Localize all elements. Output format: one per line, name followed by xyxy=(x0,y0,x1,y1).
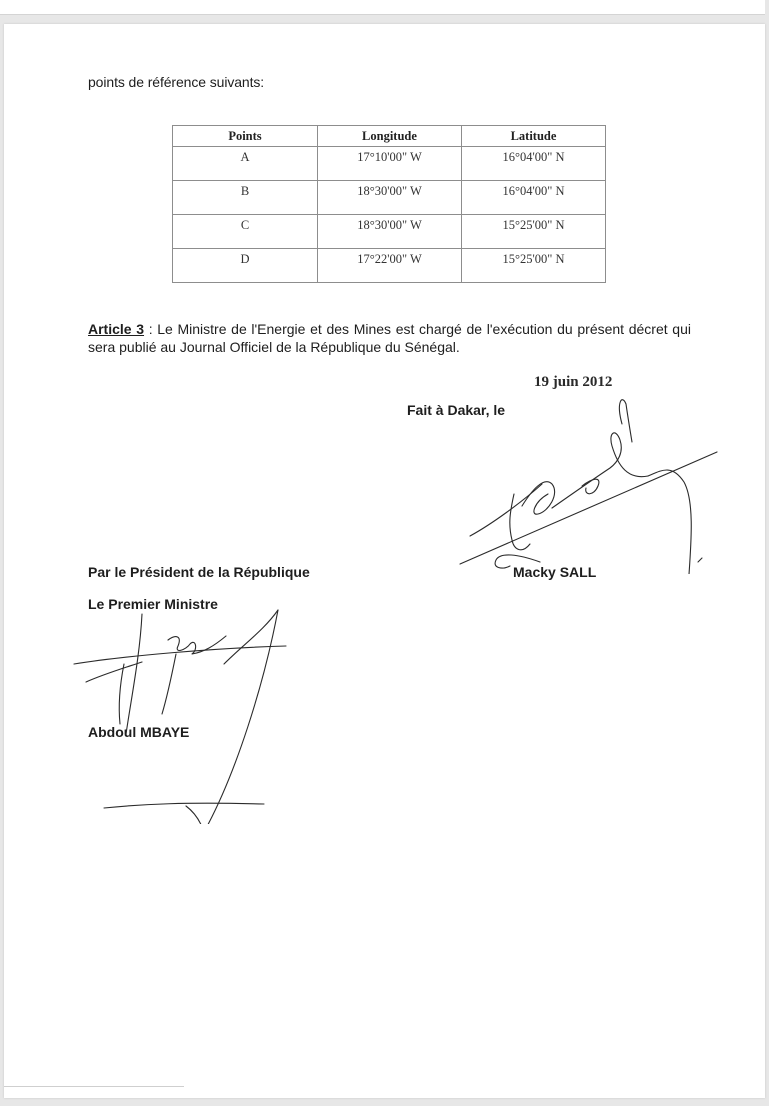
table-header-row xyxy=(173,126,606,147)
table-row xyxy=(173,249,606,283)
cell-longitude: 17°10'00" W xyxy=(318,147,462,181)
cell-point: D xyxy=(173,249,318,283)
previous-page-edge xyxy=(0,0,765,15)
signature-date: 19 juin 2012 xyxy=(534,374,613,390)
cell-latitude: 15°25'00" N xyxy=(462,249,606,283)
header-points: Points xyxy=(173,126,318,147)
table-row xyxy=(173,215,606,249)
header-latitude: Latitude xyxy=(462,126,606,147)
article-paragraph xyxy=(88,320,691,356)
signature-place: Fait à Dakar, le xyxy=(407,402,506,418)
header-longitude: Longitude xyxy=(318,126,462,147)
cell-longitude: 18°30'00" W xyxy=(318,181,462,215)
coordinates-table xyxy=(172,125,606,283)
cell-point: B xyxy=(173,181,318,215)
countersign-title: Le Premier Ministre xyxy=(88,596,218,612)
article-text: : Le Ministre de l'Energie et des Mines est chargé de l'exécution du présent décret qui sera publié au Journal Officiel de la République du Sénégal. xyxy=(88,321,691,355)
cell-longitude: 18°30'00" W xyxy=(318,215,462,249)
cell-latitude: 16°04'00" N xyxy=(462,181,606,215)
article-label: Article 3 xyxy=(88,321,145,337)
table-row xyxy=(173,147,606,181)
president-signature xyxy=(452,394,722,574)
cell-latitude: 15°25'00" N xyxy=(462,215,606,249)
signatory-name: Macky SALL xyxy=(513,564,597,580)
prime-minister-signature xyxy=(64,584,304,824)
cell-longitude: 17°22'00" W xyxy=(318,249,462,283)
cell-point: A xyxy=(173,147,318,181)
table-row xyxy=(173,181,606,215)
page-bottom-edge xyxy=(4,1086,184,1087)
cell-point: C xyxy=(173,215,318,249)
intro-text: points de référence suivants: xyxy=(88,74,265,90)
countersign-name: Abdoul MBAYE xyxy=(88,724,190,740)
document-page xyxy=(4,24,765,1098)
countersign-intro: Par le Président de la République xyxy=(88,564,310,580)
cell-latitude: 16°04'00" N xyxy=(462,147,606,181)
